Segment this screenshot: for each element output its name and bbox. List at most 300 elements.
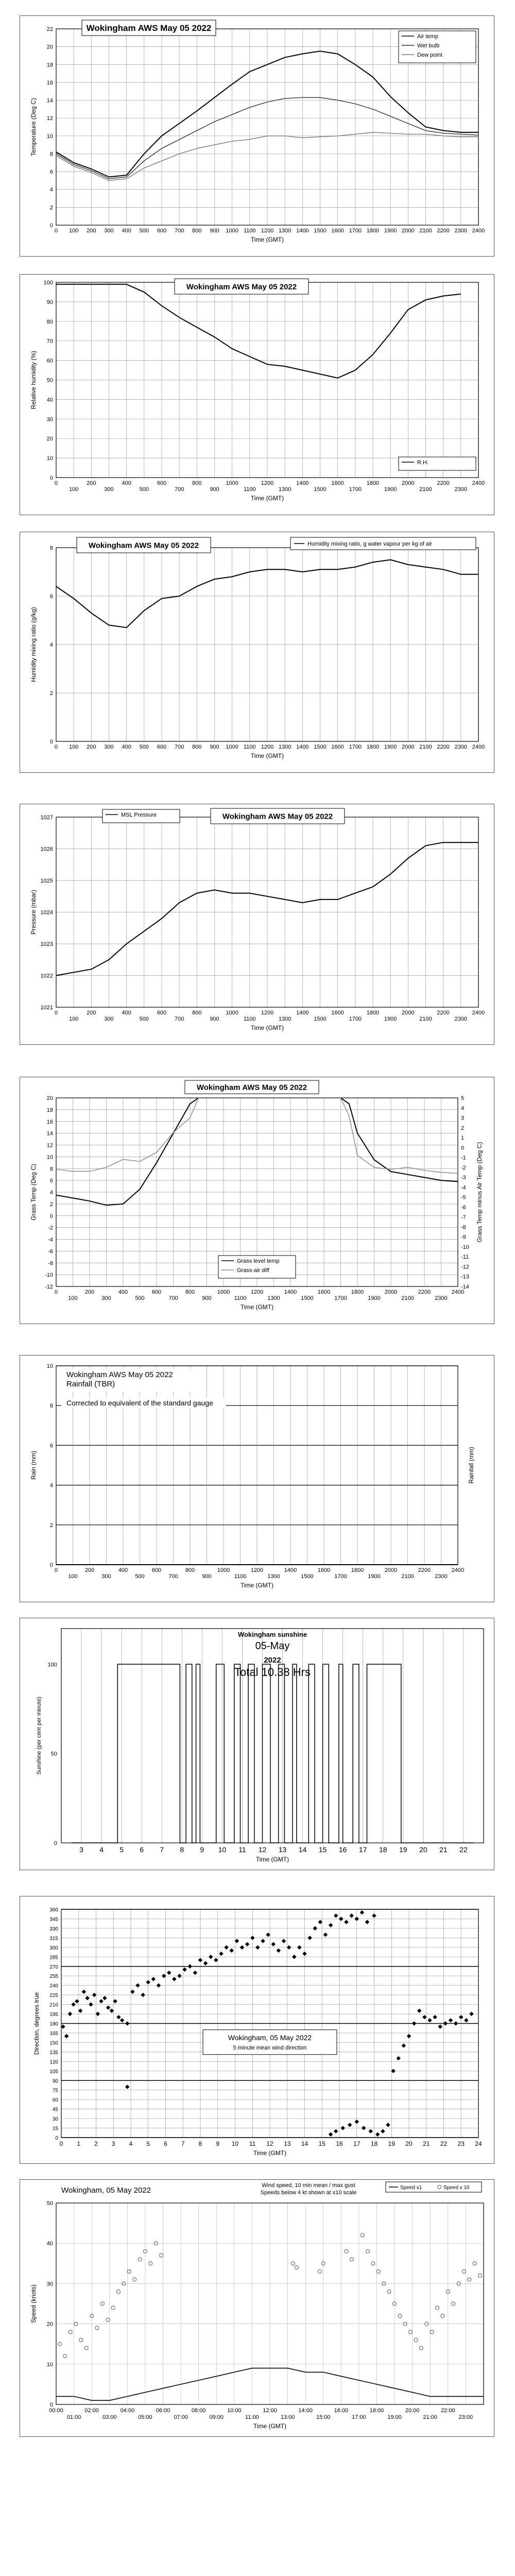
wind-direction-point bbox=[203, 1961, 208, 1965]
x-tick-label: 6 bbox=[164, 2140, 167, 2147]
chart-subtitle: Rainfall (TBR) bbox=[66, 1380, 115, 1388]
x-tick-label: 3 bbox=[79, 1845, 83, 1854]
x-tick-label: 1000 bbox=[217, 1289, 230, 1295]
x-tick-label: 11:00 bbox=[245, 2414, 259, 2420]
y2-tick-label: -8 bbox=[461, 1224, 466, 1231]
x-tick-label: 2100 bbox=[419, 1016, 432, 1022]
wind-direction-point bbox=[250, 1936, 254, 1940]
x-tick-label: 1500 bbox=[301, 1573, 314, 1580]
wind-direction-point bbox=[297, 1945, 301, 1950]
x-tick-label: 18 bbox=[370, 2140, 378, 2147]
x-tick-label: 16:00 bbox=[334, 2408, 349, 2414]
speed-x10-point bbox=[68, 2330, 72, 2334]
wind-direction-point bbox=[372, 1913, 376, 1918]
x-tick-label: 1200 bbox=[250, 1289, 264, 1295]
wind-direction-point bbox=[329, 2132, 333, 2137]
wind-direction-point bbox=[224, 1945, 228, 1950]
wind-direction-point bbox=[99, 1999, 103, 2003]
wind-direction-point bbox=[167, 1971, 171, 1975]
x-tick-label: 09:00 bbox=[209, 2414, 224, 2420]
y-tick-label: 225 bbox=[49, 1993, 58, 1999]
y-tick-label: 105 bbox=[49, 2069, 58, 2075]
wind-direction-point bbox=[362, 2126, 366, 2130]
x-tick-label: 02:00 bbox=[84, 2408, 99, 2414]
y-tick-label: 8 bbox=[49, 545, 53, 551]
x-tick-label: 12 bbox=[266, 2140, 273, 2147]
y-tick-label: 90 bbox=[46, 299, 53, 306]
x-tick-label: 17 bbox=[358, 1845, 367, 1854]
x-tick-label: 500 bbox=[135, 1295, 145, 1301]
y-tick-label: 60 bbox=[46, 358, 53, 364]
y-tick-label: 60 bbox=[52, 2097, 58, 2104]
x-tick-label: 1600 bbox=[331, 744, 344, 750]
x-tick-label: 400 bbox=[122, 744, 131, 750]
chart-date: 05-May bbox=[255, 1640, 290, 1652]
x-tick-label: 400 bbox=[118, 1567, 128, 1573]
x-tick-label: 22:00 bbox=[441, 2408, 455, 2414]
x-tick-label: 1900 bbox=[384, 1016, 397, 1022]
x-tick-label: 9 bbox=[216, 2140, 220, 2147]
legend-entry: Air temp bbox=[417, 33, 438, 40]
x-tick-label: 1600 bbox=[331, 228, 344, 234]
y-axis-label: Relative humidity (%) bbox=[30, 350, 37, 410]
y-tick-label: 6 bbox=[49, 594, 53, 600]
x-tick-label: 7 bbox=[160, 1845, 164, 1854]
speed-x10-point bbox=[63, 2354, 67, 2358]
wind-direction-point bbox=[172, 1977, 176, 1981]
wind-direction-point bbox=[214, 1958, 218, 1962]
x-tick-label: 12:00 bbox=[263, 2408, 277, 2414]
wind-speed-chart bbox=[20, 2180, 494, 2436]
x-tick-label: 22 bbox=[459, 1845, 468, 1854]
x-tick-label: 2000 bbox=[384, 1289, 398, 1295]
x-axis-label: Time (GMT) bbox=[255, 1856, 289, 1863]
legend-entry: Grass-air diff bbox=[237, 1267, 269, 1274]
x-tick-label: 1300 bbox=[267, 1573, 280, 1580]
x-tick-label: 1700 bbox=[349, 486, 362, 493]
x-tick-label: 0 bbox=[54, 480, 58, 486]
x-tick-label: 16 bbox=[336, 2140, 343, 2147]
wind-direction-point bbox=[116, 2015, 121, 2019]
wind-direction-point bbox=[255, 1945, 260, 1950]
y2-tick-label: -5 bbox=[461, 1194, 466, 1201]
y-tick-label: 40 bbox=[46, 2241, 53, 2247]
wind-direction-point bbox=[125, 2021, 129, 2025]
x-tick-label: 1900 bbox=[368, 1573, 381, 1580]
x-tick-label: 13:00 bbox=[280, 2414, 295, 2420]
wind-direction-point bbox=[307, 1936, 312, 1940]
x-tick-label: 15 bbox=[318, 2140, 325, 2147]
x-axis-label: Time (GMT) bbox=[250, 236, 284, 243]
speed-x10-point bbox=[117, 2290, 121, 2294]
x-tick-label: 1500 bbox=[301, 1295, 314, 1301]
x-tick-label: 700 bbox=[168, 1295, 178, 1301]
y2-tick-label: -9 bbox=[461, 1234, 466, 1241]
x-tick-label: 2400 bbox=[472, 744, 485, 750]
wind-direction-point bbox=[162, 1974, 166, 1978]
chart-annotation: Corrected to equivalent of the standard gauge bbox=[66, 1399, 213, 1407]
wind-direction-point bbox=[193, 1971, 197, 1975]
x-tick-label: 1800 bbox=[366, 480, 380, 486]
x-tick-label: 8 bbox=[198, 2140, 202, 2147]
chart-title: Wokingham AWS May 05 2022 bbox=[222, 812, 333, 821]
wind-direction-point bbox=[318, 1920, 322, 1924]
x-tick-label: 500 bbox=[139, 486, 149, 493]
y-tick-label: 300 bbox=[49, 1945, 58, 1951]
x-tick-label: 1400 bbox=[296, 480, 309, 486]
y-tick-label: 345 bbox=[49, 1917, 58, 1923]
wind-direction-point bbox=[219, 1952, 223, 1956]
y-tick-label: 0 bbox=[49, 1562, 53, 1568]
x-axis-label: Time (GMT) bbox=[253, 2422, 287, 2430]
wind-direction-point bbox=[391, 2069, 395, 2073]
y-tick-label: 0 bbox=[49, 1213, 53, 1219]
x-tick-label: 600 bbox=[151, 1567, 162, 1573]
x-tick-label: 11 bbox=[238, 1845, 246, 1854]
wind-direction-point bbox=[141, 1993, 145, 1997]
wind-direction-point bbox=[292, 1955, 296, 1959]
x-tick-label: 900 bbox=[202, 1295, 212, 1301]
x-tick-label: 1500 bbox=[314, 744, 327, 750]
x-tick-label: 0 bbox=[54, 1010, 58, 1016]
sunshine-line bbox=[72, 1664, 474, 1843]
y2-tick-label: 5 bbox=[461, 1095, 465, 1101]
y-tick-label: 50 bbox=[50, 1751, 57, 1757]
x-tick-label: 1200 bbox=[261, 744, 274, 750]
y-tick-label: 165 bbox=[49, 2030, 58, 2037]
wind-direction-point bbox=[443, 2021, 448, 2025]
y-tick-label: 0 bbox=[49, 2402, 53, 2408]
x-tick-label: 600 bbox=[157, 744, 167, 750]
y-tick-label: -4 bbox=[48, 1236, 53, 1243]
speed-x10-point bbox=[79, 2338, 83, 2342]
x-tick-label: 5 bbox=[119, 1845, 124, 1854]
wind-direction-chart bbox=[20, 1896, 494, 2163]
y-tick-label: 50 bbox=[46, 377, 53, 384]
x-tick-label: 900 bbox=[210, 1016, 219, 1022]
wind-direction-point bbox=[120, 2018, 124, 2022]
x-axis-label: Time (GMT) bbox=[240, 1303, 274, 1311]
y-tick-label: 40 bbox=[46, 397, 53, 403]
y2-tick-label: -4 bbox=[461, 1184, 466, 1191]
y2-tick-label: -7 bbox=[461, 1214, 466, 1221]
x-tick-label: 600 bbox=[157, 480, 167, 486]
speed-x10-point bbox=[138, 2258, 142, 2261]
y2-tick-label: -10 bbox=[461, 1244, 469, 1250]
mixing-ratio-chart bbox=[20, 532, 494, 772]
y-tick-label: 10 bbox=[46, 133, 53, 140]
x-tick-label: 1100 bbox=[234, 1573, 247, 1580]
x-tick-label: 12 bbox=[258, 1845, 267, 1854]
y2-tick-label: -1 bbox=[461, 1155, 466, 1161]
y-tick-label: -8 bbox=[48, 1260, 53, 1267]
x-tick-label: 1700 bbox=[334, 1295, 347, 1301]
y-tick-label: 14 bbox=[46, 97, 53, 104]
x-tick-label: 900 bbox=[210, 486, 219, 493]
x-tick-label: 0 bbox=[54, 228, 58, 234]
x-tick-label: 1300 bbox=[278, 486, 291, 493]
sunshine-total: Total 10.38 Hrs bbox=[234, 1666, 311, 1679]
y-axis-label: Direction, degrees true bbox=[33, 1992, 40, 2055]
x-tick-label: 200 bbox=[87, 228, 96, 234]
wind-direction-point bbox=[245, 1942, 249, 1946]
speed-x10-point bbox=[462, 2269, 466, 2273]
wind-direction-point bbox=[313, 1926, 317, 1930]
rainfall-chart-panel bbox=[20, 1355, 494, 1602]
x-tick-label: 1400 bbox=[284, 1289, 297, 1295]
y2-tick-label: 0 bbox=[461, 1145, 465, 1151]
x-tick-label: 1500 bbox=[314, 228, 327, 234]
x-tick-label: 2100 bbox=[419, 486, 432, 493]
wind-direction-point bbox=[381, 2129, 385, 2133]
wind-direction-point bbox=[334, 2129, 338, 2133]
y-axis-label: Temperature (Deg C) bbox=[30, 98, 37, 156]
x-tick-label: 0 bbox=[54, 1567, 58, 1573]
wind-direction-point bbox=[146, 1980, 150, 1984]
speed-x10-point bbox=[345, 2249, 348, 2253]
x-tick-label: 1100 bbox=[244, 1016, 256, 1022]
speed-x10-point bbox=[295, 2266, 298, 2269]
y-axis-label: Rain (mm) bbox=[30, 1451, 37, 1480]
x-tick-label: 800 bbox=[192, 480, 202, 486]
wind-direction-point bbox=[235, 1939, 239, 1943]
y-tick-label: 18 bbox=[46, 1107, 53, 1113]
y-tick-label: 30 bbox=[52, 2116, 58, 2123]
legend-box bbox=[399, 457, 476, 470]
x-tick-label: 1300 bbox=[267, 1295, 280, 1301]
x-tick-label: 0 bbox=[54, 1289, 58, 1295]
y2-tick-label: 4 bbox=[461, 1105, 465, 1112]
x-tick-label: 100 bbox=[68, 486, 79, 493]
y2-tick-label: -14 bbox=[461, 1284, 469, 1290]
y-tick-label: 0 bbox=[54, 1840, 57, 1846]
x-tick-label: 2100 bbox=[401, 1573, 414, 1580]
x-tick-label: 2300 bbox=[454, 228, 468, 234]
x-tick-label: 2400 bbox=[451, 1289, 465, 1295]
speed-x10-point bbox=[133, 2278, 136, 2281]
wind-direction-point bbox=[365, 1920, 369, 1924]
x-tick-label: 1200 bbox=[261, 1010, 274, 1016]
speed-x10-point bbox=[441, 2314, 444, 2317]
x-tick-label: 5 bbox=[146, 2140, 150, 2147]
x-tick-label: 300 bbox=[101, 1295, 111, 1301]
x-tick-label: 1100 bbox=[244, 486, 256, 493]
x-tick-label: 14 bbox=[298, 1845, 307, 1854]
series-line-0 bbox=[56, 1098, 198, 1205]
x-tick-label: 2200 bbox=[418, 1289, 431, 1295]
y-tick-label: 20 bbox=[46, 2321, 53, 2328]
wind-speed-chart-panel bbox=[20, 2179, 494, 2437]
x-tick-label: 700 bbox=[168, 1573, 178, 1580]
x-tick-label: 20:00 bbox=[405, 2408, 420, 2414]
wind-direction-point bbox=[323, 1933, 328, 1937]
x-tick-label: 200 bbox=[84, 1567, 95, 1573]
y-tick-label: 2 bbox=[49, 1201, 53, 1208]
y-tick-label: -10 bbox=[45, 1272, 53, 1279]
wind-direction-point bbox=[422, 2015, 426, 2019]
wind-direction-point bbox=[71, 2002, 75, 2006]
x-tick-label: 14 bbox=[301, 2140, 308, 2147]
x-tick-label: 2200 bbox=[437, 1010, 450, 1016]
x-tick-label: 04:00 bbox=[120, 2408, 135, 2414]
speed-x10-point bbox=[419, 2346, 423, 2350]
x-tick-label: 00:00 bbox=[49, 2408, 63, 2414]
x-tick-label: 700 bbox=[174, 486, 184, 493]
x-tick-label: 2400 bbox=[451, 1567, 465, 1573]
chart-subtitle: Wind speed, 10 min mean / max gust bbox=[262, 2182, 355, 2189]
wind-direction-point bbox=[407, 2034, 411, 2038]
series-line-1 bbox=[341, 1098, 458, 1173]
x-tick-label: 1000 bbox=[226, 1010, 238, 1016]
x-tick-label: 1900 bbox=[384, 228, 397, 234]
y-tick-label: 75 bbox=[52, 2088, 58, 2094]
y-tick-label: 20 bbox=[46, 1095, 53, 1101]
x-axis-label: Time (GMT) bbox=[250, 1024, 284, 1031]
x-tick-label: 0 bbox=[54, 744, 58, 750]
x-tick-label: 19:00 bbox=[387, 2414, 402, 2420]
x-tick-label: 400 bbox=[122, 480, 131, 486]
mixing-ratio-chart-panel bbox=[20, 532, 494, 773]
x-tick-label: 10 bbox=[218, 1845, 227, 1854]
y-tick-label: 240 bbox=[49, 1983, 58, 1989]
speed-x10-point bbox=[100, 2302, 104, 2306]
x-tick-label: 8 bbox=[180, 1845, 184, 1854]
humidity-chart bbox=[20, 275, 494, 515]
x-tick-label: 1200 bbox=[250, 1567, 264, 1573]
y-tick-label: 20 bbox=[46, 436, 53, 443]
x-tick-label: 100 bbox=[68, 228, 79, 234]
y2-tick-label: 2 bbox=[461, 1125, 465, 1131]
x-tick-label: 0 bbox=[59, 2140, 63, 2147]
wind-direction-point bbox=[230, 1948, 234, 1953]
x-tick-label: 1600 bbox=[317, 1567, 331, 1573]
wind-direction-point bbox=[209, 1955, 213, 1959]
wind-direction-point bbox=[182, 1968, 186, 1972]
speed-x10-point bbox=[398, 2314, 402, 2317]
x-tick-label: 03:00 bbox=[102, 2414, 117, 2420]
wind-direction-point bbox=[151, 1977, 156, 1981]
wind-direction-point bbox=[157, 1983, 161, 1987]
x-tick-label: 500 bbox=[139, 228, 149, 234]
y2-tick-label: -3 bbox=[461, 1175, 466, 1181]
y-tick-label: 18 bbox=[46, 62, 53, 69]
x-tick-label: 1700 bbox=[349, 744, 362, 750]
wind-direction-point bbox=[329, 1923, 333, 1927]
y2-tick-label: -6 bbox=[461, 1204, 466, 1211]
x-tick-label: 1600 bbox=[317, 1289, 331, 1295]
wind-direction-point bbox=[198, 1958, 202, 1962]
x-tick-label: 1300 bbox=[278, 1016, 291, 1022]
y-tick-label: 1022 bbox=[40, 973, 53, 979]
speed-x10-point bbox=[430, 2330, 434, 2334]
wind-direction-point bbox=[240, 1945, 244, 1950]
x-tick-label: 900 bbox=[210, 744, 219, 750]
y-axis-label: Humidity mixing ratio (g/kg) bbox=[30, 607, 37, 682]
wind-direction-point bbox=[459, 2015, 463, 2019]
x-tick-label: 100 bbox=[68, 1573, 78, 1580]
x-tick-label: 2300 bbox=[454, 744, 468, 750]
x-tick-label: 2000 bbox=[402, 228, 415, 234]
x-tick-label: 2400 bbox=[472, 1010, 485, 1016]
x-tick-label: 100 bbox=[68, 1295, 78, 1301]
x-tick-label: 9 bbox=[200, 1845, 204, 1854]
wind-direction-point bbox=[271, 1942, 276, 1946]
x-tick-label: 1400 bbox=[284, 1567, 297, 1573]
x-tick-label: 1700 bbox=[349, 228, 362, 234]
speed-x10-point bbox=[414, 2338, 418, 2342]
x-tick-label: 300 bbox=[104, 744, 114, 750]
x-tick-label: 2200 bbox=[418, 1567, 431, 1573]
chart-year: 2022 bbox=[264, 1656, 281, 1665]
wind-direction-point bbox=[266, 1933, 270, 1937]
wind-direction-point bbox=[438, 2024, 442, 2028]
wind-direction-point bbox=[464, 2018, 468, 2022]
y-tick-label: 16 bbox=[46, 79, 53, 86]
x-tick-label: 21:00 bbox=[423, 2414, 438, 2420]
wind-direction-point bbox=[302, 1952, 306, 1956]
x-tick-label: 1600 bbox=[331, 1010, 344, 1016]
grass-temp-chart bbox=[20, 1077, 494, 1324]
pressure-chart bbox=[20, 804, 494, 1044]
x-tick-label: 500 bbox=[135, 1573, 145, 1580]
x-tick-label: 08:00 bbox=[191, 2408, 206, 2414]
x-tick-label: 1500 bbox=[314, 486, 327, 493]
x-tick-label: 20 bbox=[419, 1845, 427, 1854]
wind-direction-point bbox=[344, 1920, 348, 1924]
wind-direction-point bbox=[386, 2123, 390, 2127]
x-tick-label: 14:00 bbox=[298, 2408, 313, 2414]
x-tick-label: 18 bbox=[379, 1845, 387, 1854]
x-tick-label: 800 bbox=[192, 1010, 202, 1016]
wind-direction-point bbox=[427, 2018, 432, 2022]
series-line-1 bbox=[56, 1098, 198, 1172]
x-tick-label: 1800 bbox=[366, 228, 380, 234]
x-tick-label: 1000 bbox=[226, 744, 238, 750]
y-tick-label: 285 bbox=[49, 1955, 58, 1961]
temperature-chart-panel bbox=[20, 15, 494, 257]
rainfall-chart bbox=[20, 1355, 494, 1602]
y-tick-label: 22 bbox=[46, 26, 53, 32]
x-tick-label: 7 bbox=[181, 2140, 185, 2147]
chart-title: Wokingham AWS May 05 2022 bbox=[186, 282, 297, 292]
speed-x10-point bbox=[452, 2302, 455, 2306]
y-tick-label: 195 bbox=[49, 2012, 58, 2018]
wind-direction-point bbox=[110, 2009, 114, 2013]
y-axis-label: Grass Temp (Deg C) bbox=[30, 1164, 37, 1221]
wind-direction-point bbox=[449, 2018, 453, 2022]
legend-entry: Grass level temp bbox=[237, 1258, 280, 1264]
wind-direction-point bbox=[113, 1999, 117, 2003]
x-tick-label: 800 bbox=[192, 744, 202, 750]
x-tick-label: 01:00 bbox=[66, 2414, 81, 2420]
chart-title: Wokingham AWS May 05 2022 bbox=[88, 541, 199, 550]
x-tick-label: 1800 bbox=[366, 1010, 380, 1016]
x-tick-label: 21 bbox=[439, 1845, 448, 1854]
y-tick-label: 2 bbox=[49, 1522, 53, 1529]
series-line-0 bbox=[56, 284, 461, 378]
x-tick-label: 1100 bbox=[234, 1295, 247, 1301]
x-tick-label: 17:00 bbox=[352, 2414, 366, 2420]
x-tick-label: 05:00 bbox=[138, 2414, 152, 2420]
x-tick-label: 2200 bbox=[437, 228, 450, 234]
y-tick-label: 70 bbox=[46, 338, 53, 345]
x-tick-label: 900 bbox=[202, 1573, 212, 1580]
x-tick-label: 10 bbox=[231, 2140, 239, 2147]
wind-direction-point bbox=[360, 1910, 364, 1914]
speed-x10-point bbox=[436, 2306, 439, 2310]
wind-direction-point bbox=[397, 2056, 401, 2060]
x-tick-label: 400 bbox=[122, 1010, 131, 1016]
